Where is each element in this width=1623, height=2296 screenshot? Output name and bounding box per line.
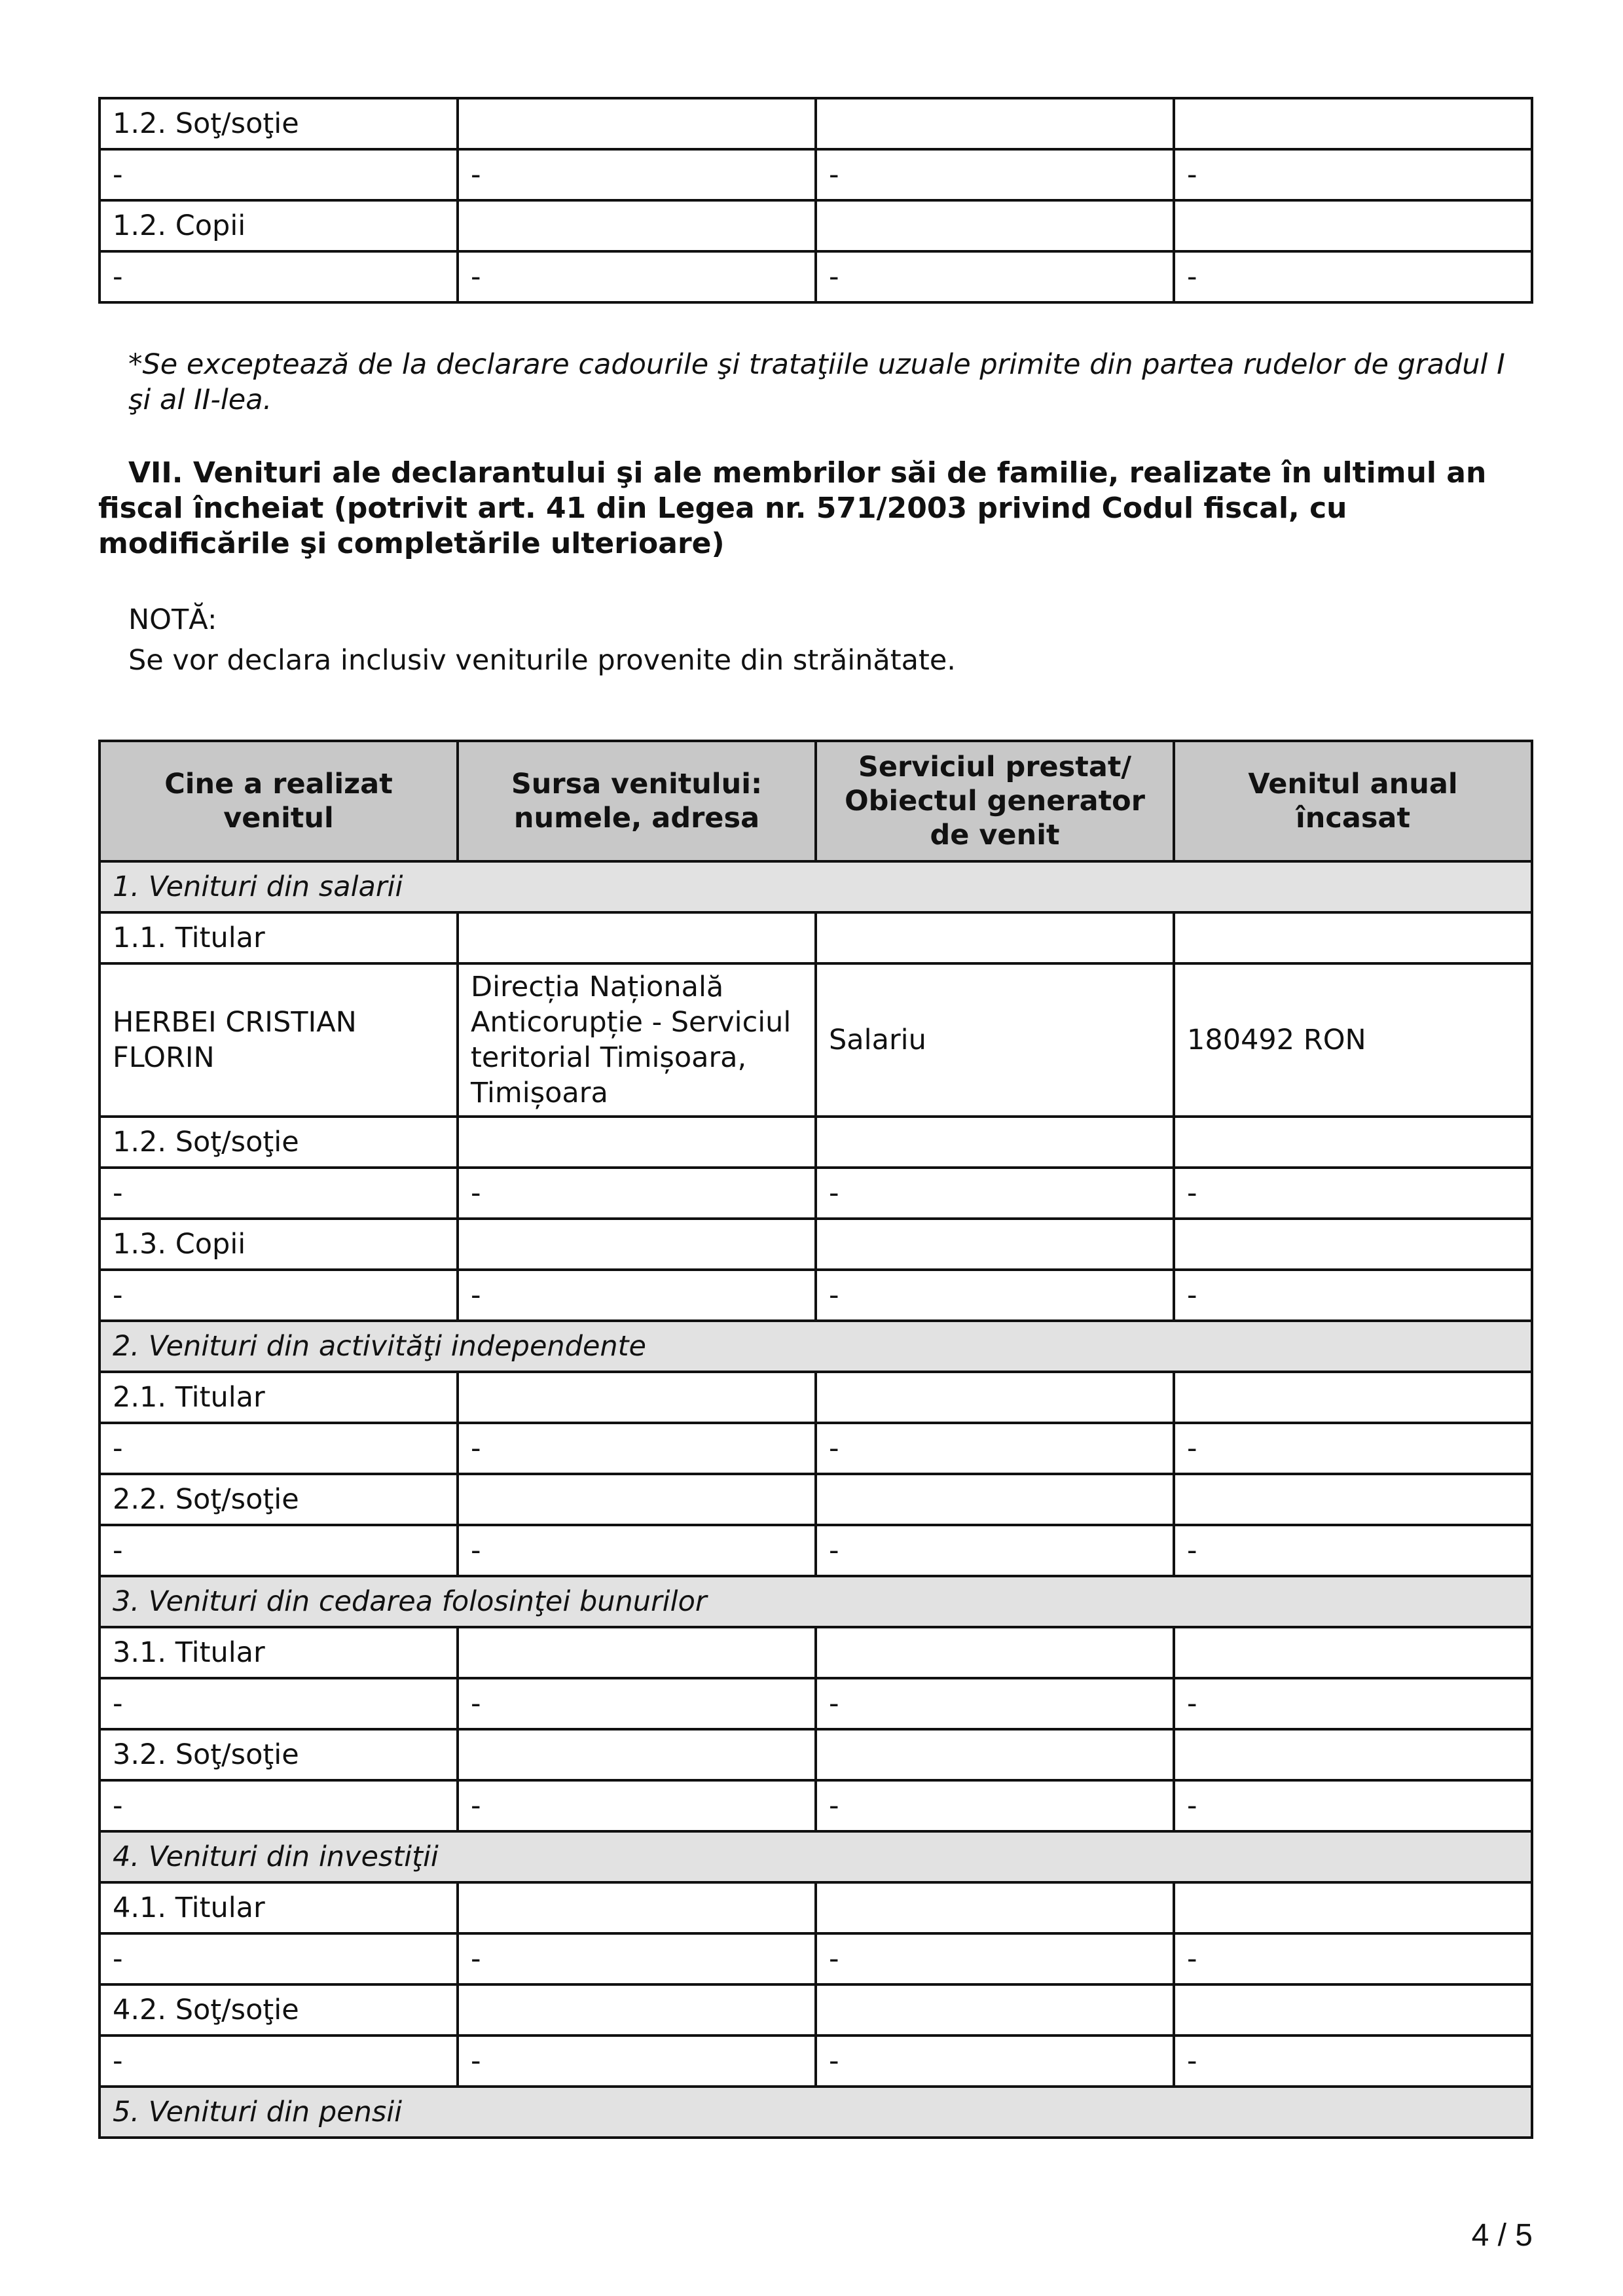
table-cell xyxy=(1174,1372,1532,1423)
table-cell xyxy=(816,1984,1174,2036)
section-label: 1. Venituri din salarii xyxy=(100,861,1532,912)
table-cell xyxy=(458,1729,816,1780)
table-cell: - xyxy=(1174,1678,1532,1729)
table-cell: - xyxy=(1174,149,1532,200)
table-cell: - xyxy=(458,1933,816,1984)
table-cell: - xyxy=(458,2036,816,2087)
table-cell: - xyxy=(1174,1270,1532,1321)
table-cell: 4.2. Soţ/soţie xyxy=(100,1984,458,2036)
table-cell: 2.2. Soţ/soţie xyxy=(100,1474,458,1525)
table-cell: - xyxy=(1174,1168,1532,1219)
table-cell: 1.1. Titular xyxy=(100,912,458,963)
table-cell: - xyxy=(100,1270,458,1321)
table-row xyxy=(100,1117,1532,1168)
table-cell: - xyxy=(1174,1933,1532,1984)
table-cell: - xyxy=(458,1525,816,1576)
table-cell xyxy=(458,98,816,149)
section-row xyxy=(100,1831,1532,1882)
table-cell xyxy=(458,200,816,251)
table-cell xyxy=(1174,1627,1532,1678)
table-row xyxy=(100,1423,1532,1474)
gifts-table-continuation xyxy=(98,97,1533,304)
table-cell: - xyxy=(816,149,1174,200)
table-cell: - xyxy=(100,1168,458,1219)
column-header: Sursa venitului: numele, adresa xyxy=(458,741,816,861)
table-cell xyxy=(1174,1117,1532,1168)
table-row xyxy=(100,98,1532,149)
table-cell: 1.2. Soţ/soţie xyxy=(100,98,458,149)
table-cell: 3.2. Soţ/soţie xyxy=(100,1729,458,1780)
table-cell xyxy=(816,1117,1174,1168)
table-cell: - xyxy=(458,1780,816,1831)
table-cell xyxy=(816,1372,1174,1423)
table-cell: - xyxy=(458,1168,816,1219)
table-cell: - xyxy=(1174,1525,1532,1576)
table-cell xyxy=(816,1729,1174,1780)
table-cell xyxy=(816,1882,1174,1933)
table-row xyxy=(100,1984,1532,2036)
table-cell: - xyxy=(1174,1423,1532,1474)
section-row xyxy=(100,2087,1532,2138)
table-cell: - xyxy=(100,1678,458,1729)
table-cell xyxy=(458,912,816,963)
table-row xyxy=(100,1168,1532,1219)
income-source-cell: Direcția Națională Anticorupție - Serviciul teritorial Timișoara, Timișoara xyxy=(458,963,816,1117)
table-row xyxy=(100,1270,1532,1321)
table-cell: 4.1. Titular xyxy=(100,1882,458,1933)
table-cell: - xyxy=(1174,1780,1532,1831)
table-cell xyxy=(458,1372,816,1423)
table-cell: - xyxy=(816,1168,1174,1219)
section-label: 5. Venituri din pensii xyxy=(100,2087,1532,2138)
table-row xyxy=(100,1729,1532,1780)
nota-label: NOTĂ: xyxy=(128,603,217,636)
table-row xyxy=(100,1678,1532,1729)
table-cell: 1.2. Soţ/soţie xyxy=(100,1117,458,1168)
table-cell xyxy=(1174,1882,1532,1933)
table-row xyxy=(100,1933,1532,1984)
document-page xyxy=(98,97,1533,2139)
table-cell: - xyxy=(816,1933,1174,1984)
table-cell: - xyxy=(816,2036,1174,2087)
table-cell xyxy=(816,1627,1174,1678)
table-cell xyxy=(1174,1729,1532,1780)
table-cell: - xyxy=(100,1780,458,1831)
table-cell: - xyxy=(816,251,1174,302)
section-row xyxy=(100,861,1532,912)
column-header: Serviciul prestat/ Obiectul generator de venit xyxy=(816,741,1174,861)
table-cell: - xyxy=(100,1423,458,1474)
table-row xyxy=(100,1372,1532,1423)
table-cell: - xyxy=(100,2036,458,2087)
table-cell xyxy=(1174,1984,1532,2036)
table-header-row xyxy=(100,741,1532,861)
table-cell xyxy=(816,98,1174,149)
table-cell: - xyxy=(458,149,816,200)
table-cell: - xyxy=(100,1525,458,1576)
table-row xyxy=(100,200,1532,251)
table-cell: - xyxy=(100,1933,458,1984)
column-header: Cine a realizat venitul xyxy=(100,741,458,861)
nota-text: Se vor declara inclusiv veniturile provenite din străinătate. xyxy=(128,644,956,677)
table-row xyxy=(100,1780,1532,1831)
table-cell xyxy=(458,1474,816,1525)
table-cell xyxy=(458,1627,816,1678)
column-header: Venitul anual încasat xyxy=(1174,741,1532,861)
income-amount-cell: 180492 RON xyxy=(1174,963,1532,1117)
table-row xyxy=(100,912,1532,963)
table-cell xyxy=(1174,200,1532,251)
table-cell: - xyxy=(458,251,816,302)
table-cell xyxy=(1174,1219,1532,1270)
table-cell xyxy=(816,912,1174,963)
table-cell xyxy=(458,1882,816,1933)
table-row xyxy=(100,1882,1532,1933)
table-cell: - xyxy=(816,1270,1174,1321)
table-cell xyxy=(458,1984,816,2036)
table-cell xyxy=(816,1219,1174,1270)
income-service-cell: Salariu xyxy=(816,963,1174,1117)
table-row xyxy=(100,149,1532,200)
table-cell xyxy=(1174,912,1532,963)
section-row xyxy=(100,1576,1532,1627)
table-cell xyxy=(458,1117,816,1168)
table-cell: - xyxy=(458,1678,816,1729)
table-cell: - xyxy=(1174,2036,1532,2087)
table-row xyxy=(100,1627,1532,1678)
table-cell: - xyxy=(816,1423,1174,1474)
section-label: 2. Venituri din activităţi independente xyxy=(100,1321,1532,1372)
table-row xyxy=(100,251,1532,302)
table-cell: - xyxy=(816,1780,1174,1831)
table-row xyxy=(100,1474,1532,1525)
income-table xyxy=(98,740,1533,2139)
table-cell xyxy=(1174,98,1532,149)
table-cell: 1.3. Copii xyxy=(100,1219,458,1270)
section-title: VII. Venituri ale declarantului şi ale membrilor săi de familie, realizate în ultimul an fiscal încheiat (potrivit art. 41 din Legea nr. 571/2003 privind Codul fiscal, cu modificările şi completările ulterioare) xyxy=(98,456,1487,560)
table-row xyxy=(100,2036,1532,2087)
table-row xyxy=(100,963,1532,1117)
table-cell: - xyxy=(816,1525,1174,1576)
table-row xyxy=(100,1525,1532,1576)
table-cell: - xyxy=(100,149,458,200)
section-row xyxy=(100,1321,1532,1372)
table-cell: - xyxy=(458,1270,816,1321)
table-cell xyxy=(458,1219,816,1270)
nota-block xyxy=(98,600,1533,681)
table-cell: - xyxy=(100,251,458,302)
table-cell xyxy=(816,1474,1174,1525)
table-cell: - xyxy=(458,1423,816,1474)
table-cell xyxy=(1174,1474,1532,1525)
table-cell: - xyxy=(816,1678,1174,1729)
table-row xyxy=(100,1219,1532,1270)
table-cell: 1.2. Copii xyxy=(100,200,458,251)
section-label: 3. Venituri din cedarea folosinţei bunurilor xyxy=(100,1576,1532,1627)
income-earner-cell: HERBEI CRISTIAN FLORIN xyxy=(100,963,458,1117)
table-cell: - xyxy=(1174,251,1532,302)
table-cell: 2.1. Titular xyxy=(100,1372,458,1423)
table-cell: 3.1. Titular xyxy=(100,1627,458,1678)
table-cell xyxy=(816,200,1174,251)
page-number: 4 / 5 xyxy=(1471,2218,1533,2253)
section-label: 4. Venituri din investiţii xyxy=(100,1831,1532,1882)
footnote: *Se exceptează de la declarare cadourile şi trataţiile uzuale primite din partea rudelor de gradul I şi al II-lea. xyxy=(128,348,1505,416)
